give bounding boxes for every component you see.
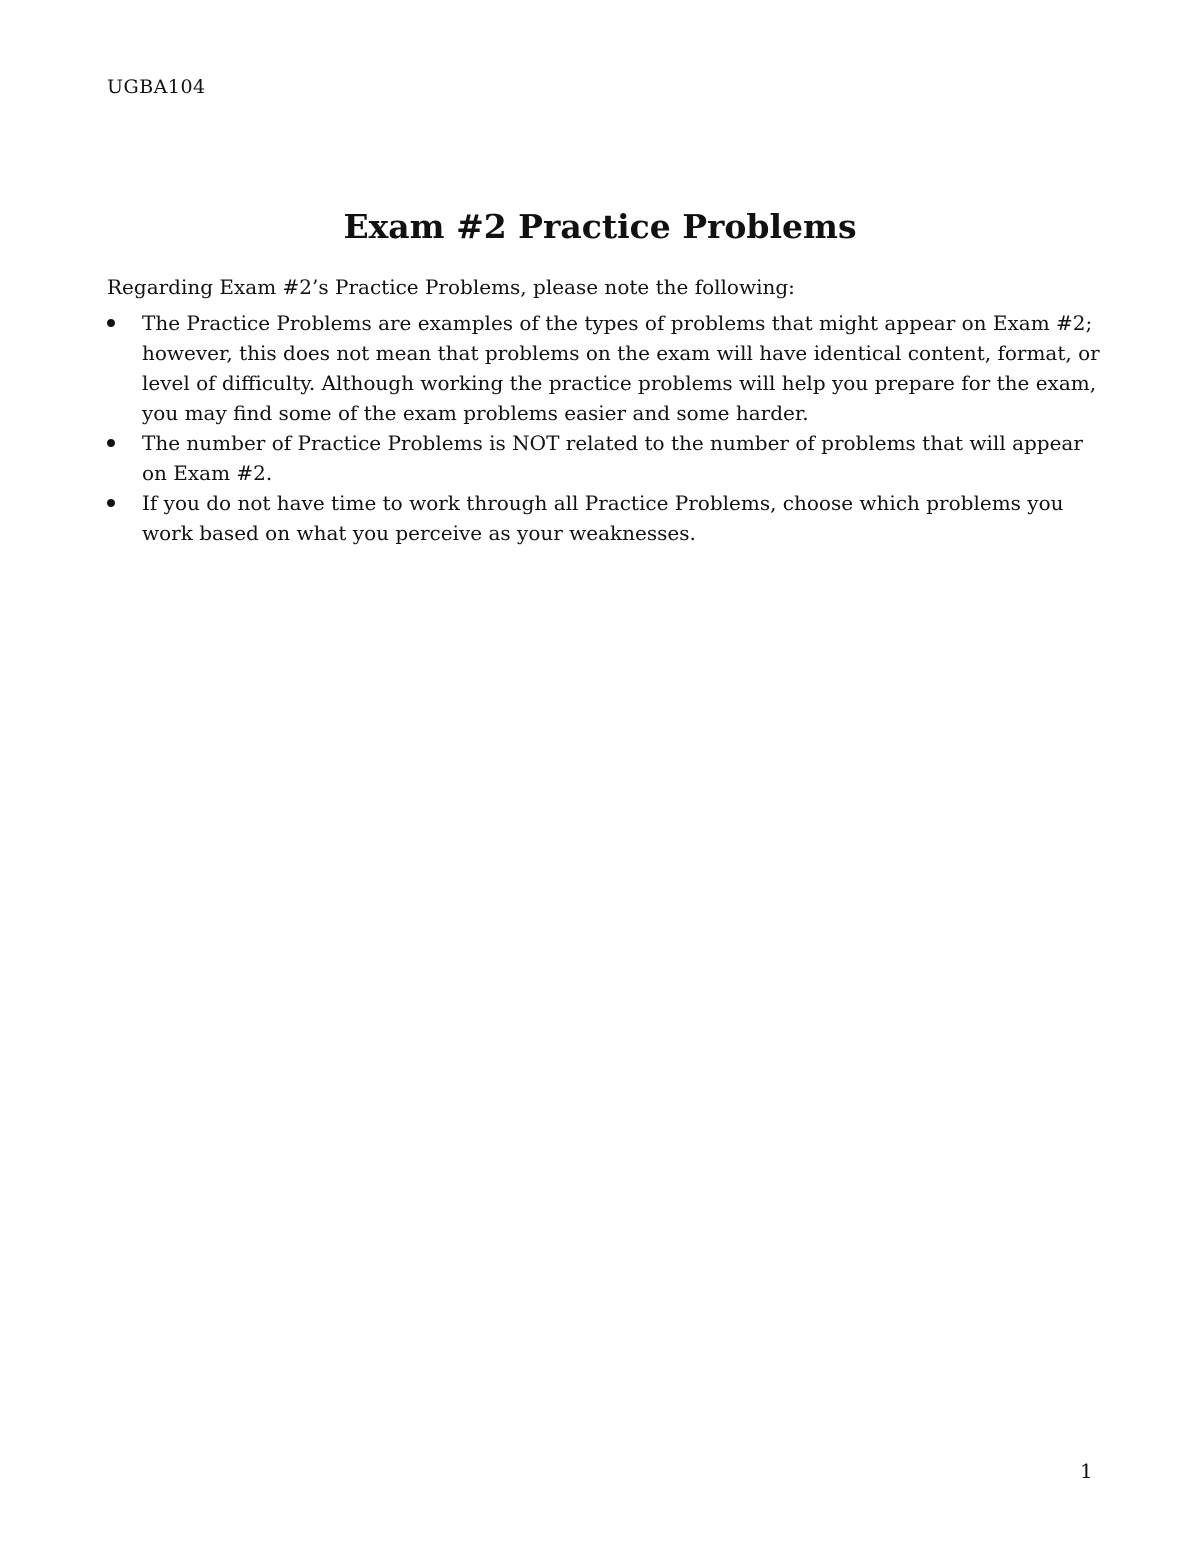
bullet-icon bbox=[107, 499, 115, 507]
note-line: work based on what you perceive as your weaknesses. bbox=[142, 521, 696, 545]
note-line: The number of Practice Problems is NOT related to the number of problems that will appear bbox=[142, 431, 1083, 455]
page-number: 1 bbox=[1080, 1459, 1093, 1483]
bullet-icon bbox=[107, 439, 115, 447]
note-line: The Practice Problems are examples of the types of problems that might appear on Exam #2; bbox=[142, 311, 1093, 335]
note-item bbox=[107, 488, 1097, 548]
note-item bbox=[107, 308, 1100, 428]
bullet-icon bbox=[107, 319, 115, 327]
intro-paragraph: Regarding Exam #2’s Practice Problems, please note the following: bbox=[107, 275, 795, 299]
note-line: level of difficulty. Although working the practice problems will help you prepare for the exam, bbox=[142, 371, 1097, 395]
note-line: however, this does not mean that problems on the exam will have identical content, format, or bbox=[142, 341, 1100, 365]
note-item bbox=[107, 428, 1097, 488]
page-title: Exam #2 Practice Problems bbox=[343, 207, 857, 247]
course-code: UGBA104 bbox=[107, 76, 206, 98]
note-line: you may find some of the exam problems easier and some harder. bbox=[142, 401, 809, 425]
notes-list bbox=[107, 308, 1100, 548]
note-line: If you do not have time to work through all Practice Problems, choose which problems you bbox=[142, 491, 1064, 515]
note-line: on Exam #2. bbox=[142, 461, 273, 485]
